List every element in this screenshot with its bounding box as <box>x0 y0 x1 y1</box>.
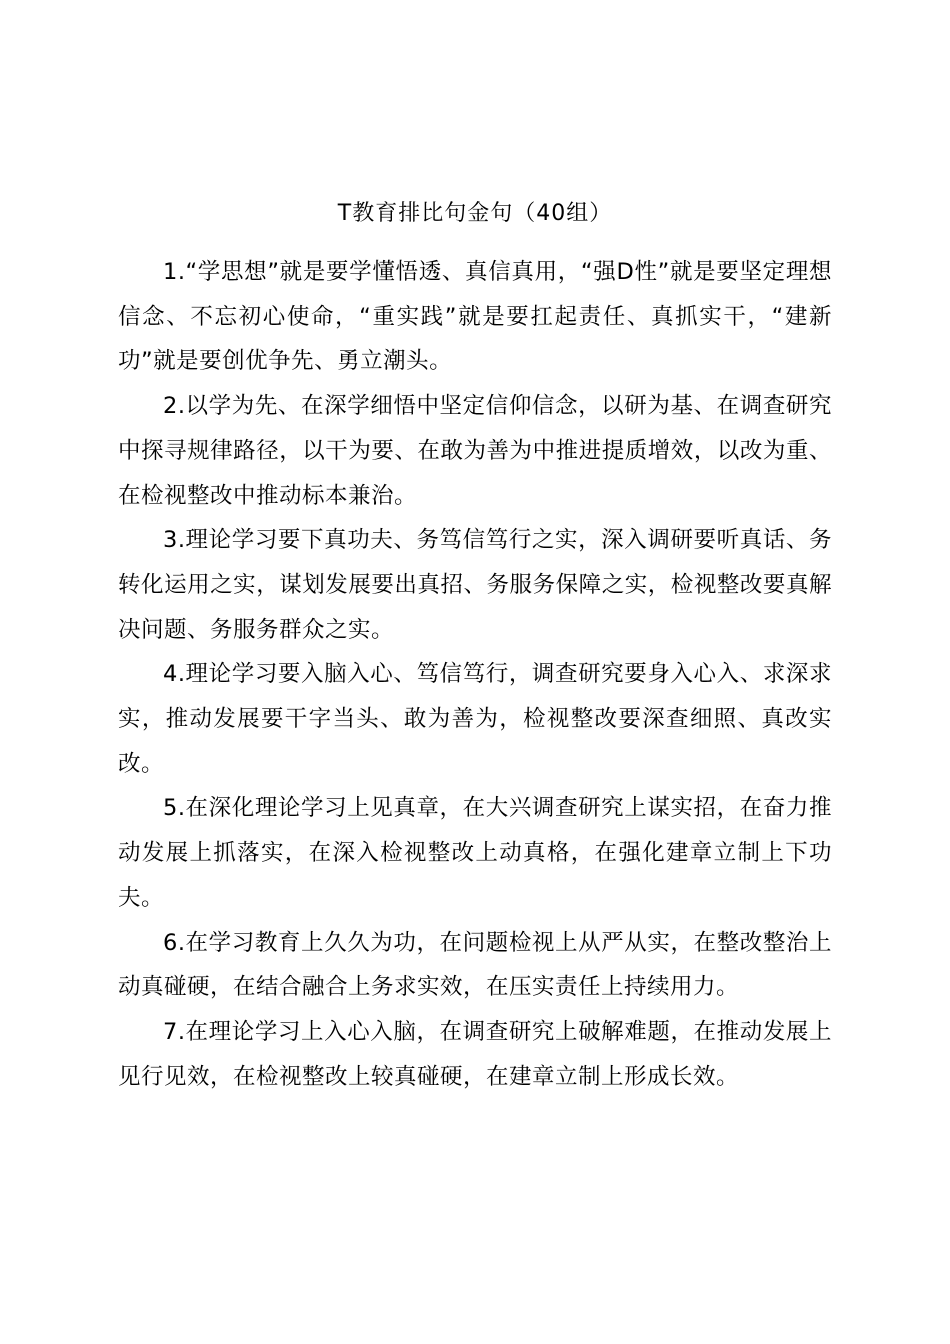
paragraph-6: 6.在学习教育上久久为功，在问题检视上从严从实，在整改整治上动真碰硬，在结合融合上务求实效，在压实责任上持续用力。 <box>118 929 832 1001</box>
document-title: T教育排比句金句（40组） <box>337 201 613 226</box>
document-body <box>118 250 832 1099</box>
paragraph-7: 7.在理论学习上入心入脑，在调查研究上破解难题，在推动发展上见行见效，在检视整改上较真碰硬，在建章立制上形成长效。 <box>118 1018 832 1090</box>
paragraph-3: 3.理论学习要下真功夫、务笃信笃行之实，深入调研要听真话、务转化运用之实，谋划发展要出真招、务服务保障之实，检视整改要真解决问题、务服务群众之实。 <box>118 527 832 643</box>
paragraph-4: 4.理论学习要入脑入心、笃信笃行，调查研究要身入心入、求深求实，推动发展要干字当头、敢为善为，检视整改要深查细照、真改实改。 <box>118 661 832 777</box>
paragraph-2: 2.以学为先、在深学细悟中坚定信仰信念，以研为基、在调查研究中探寻规律路径，以干为要、在敢为善为中推进提质增效，以改为重、在检视整改中推动标本兼治。 <box>118 393 832 509</box>
paragraph-5: 5.在深化理论学习上见真章，在大兴调查研究上谋实招，在奋力推动发展上抓落实，在深入检视整改上动真格，在强化建章立制上下功夫。 <box>118 795 832 911</box>
paragraph-1: 1.“学思想”就是要学懂悟透、真信真用，“强D性”就是要坚定理想信念、不忘初心使命，“重实践”就是要扛起责任、真抓实干，“建新功”就是要创优争先、勇立潮头。 <box>118 259 832 375</box>
